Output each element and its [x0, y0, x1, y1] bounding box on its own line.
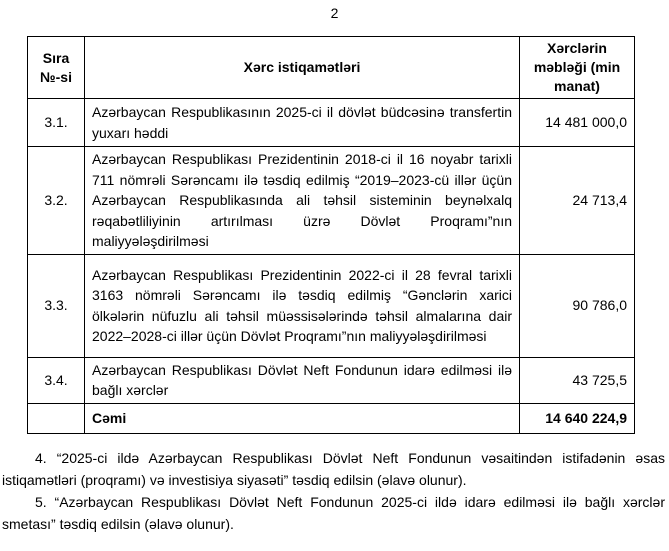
total-label: Cəmi — [85, 403, 520, 433]
row-amount: 24 713,4 — [520, 147, 635, 255]
row-description: Azərbaycan Respublikası Dövlət Neft Fondunun idarə edilməsi ilə bağlı xərclər — [85, 357, 520, 403]
table-row — [28, 147, 635, 255]
row-amount: 14 481 000,0 — [520, 99, 635, 147]
table-row — [28, 357, 635, 403]
paragraph-4: 4. “2025-ci ildə Azərbaycan Respublikası Dövlət Neft Fondunun vəsaitindən istifadənin əsas istiqamətləri (proqramı) və investisiya siyasəti” təsdiq edilsin (əlavə olunur). — [2, 449, 665, 488]
total-empty-cell — [28, 403, 85, 433]
body-text — [2, 447, 665, 535]
paragraph-5: 5. “Azərbaycan Respublikası Dövlət Neft Fondunun 2025-ci ildə idarə edilməsi ilə bağlı xərclər smetası” təsdiq edilsin (əlavə olunur). — [2, 493, 665, 532]
header-xerc-istiqametleri: Xərc istiqamətləri — [85, 37, 520, 99]
table-header-row — [28, 37, 635, 99]
row-description: Azərbaycan Respublikası Prezidentinin 2022-ci il 28 fevral tarixli 3163 nömrəli Sərəncamı ilə təsdiq edilmiş “Gənclərin xarici ölkələrin nüfuzlu ali təhsil müəssisələrində təhsil almalarına dair 2022–2028-ci illər üçün Dövlət Proqramı”nın maliyyələşdirilməsi — [85, 254, 520, 357]
row-amount: 90 786,0 — [520, 254, 635, 357]
row-number: 3.1. — [28, 99, 85, 147]
total-amount: 14 640 224,9 — [520, 403, 635, 433]
table-row — [28, 99, 635, 147]
page-number: 2 — [330, 5, 339, 21]
row-number: 3.4. — [28, 357, 85, 403]
row-description: Azərbaycan Respublikası Prezidentinin 2018-ci il 16 noyabr tarixli 711 nömrəli Sərəncamı ilə təsdiq edilmiş “2019–2023-cü illər üçün Azərbaycan Respublikasında ali təhsil sisteminin beynəlxalq rəqabətliliyinin artırılması üzrə Dövlət Proqramı”nın maliyyələşdirilməsi — [85, 147, 520, 255]
expenses-table — [27, 36, 635, 434]
row-number: 3.2. — [28, 147, 85, 255]
table-row — [28, 254, 635, 357]
row-amount: 43 725,5 — [520, 357, 635, 403]
table-total-row — [28, 403, 635, 433]
header-sira-no: Sıra №-si — [28, 37, 85, 99]
header-xerclerin-meblegi: Xərclərin məbləği (min manat) — [520, 37, 635, 99]
row-number: 3.3. — [28, 254, 85, 357]
row-description: Azərbaycan Respublikasının 2025-ci il dövlət büdcəsinə transfertin yuxarı həddi — [85, 99, 520, 147]
